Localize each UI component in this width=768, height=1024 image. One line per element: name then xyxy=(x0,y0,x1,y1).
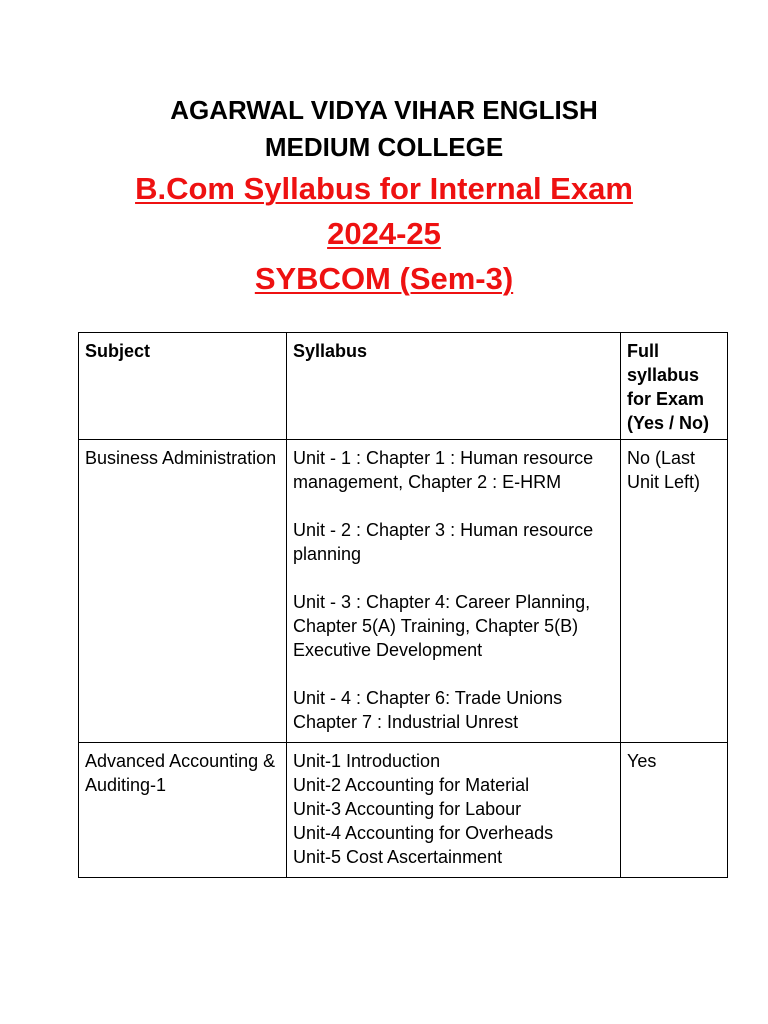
document-header xyxy=(0,92,768,301)
table-header-row xyxy=(79,333,728,440)
subject-cell: Business Administration xyxy=(79,440,287,743)
column-header-syllabus: Syllabus xyxy=(287,333,621,440)
syllabus-unit: Unit - 2 : Chapter 3 : Human resource planning xyxy=(293,520,594,564)
college-name-line-2: MEDIUM COLLEGE xyxy=(264,132,504,162)
full-syllabus-cell: No (Last Unit Left) xyxy=(621,440,728,743)
syllabus-unit: Unit-1 Introduction xyxy=(293,751,441,771)
column-header-full-syllabus: Full syllabus for Exam (Yes / No) xyxy=(621,333,728,440)
syllabus-table xyxy=(78,332,728,878)
syllabus-cell xyxy=(287,743,621,878)
class-semester: SYBCOM (Sem-3) xyxy=(254,261,514,296)
column-header-subject: Subject xyxy=(79,333,287,440)
subject-cell: Advanced Accounting & Auditing-1 xyxy=(79,743,287,878)
syllabus-cell xyxy=(287,440,621,743)
syllabus-unit: Unit-5 Cost Ascertainment xyxy=(293,847,503,867)
college-name-line-1: AGARWAL VIDYA VIHAR ENGLISH xyxy=(170,95,598,125)
academic-year: 2024-25 xyxy=(327,216,441,251)
syllabus-unit: Unit-4 Accounting for Overheads xyxy=(293,823,554,843)
syllabus-unit: Unit-2 Accounting for Material xyxy=(293,775,530,795)
syllabus-unit: Unit - 4 : Chapter 6: Trade Unions Chapter 7 : Industrial Unrest xyxy=(293,688,563,732)
syllabus-unit: Unit - 1 : Chapter 1 : Human resource management, Chapter 2 : E-HRM xyxy=(293,448,594,492)
syllabus-unit: Unit - 3 : Chapter 4: Career Planning, Chapter 5(A) Training, Chapter 5(B) Executive Development xyxy=(293,592,591,660)
syllabus-title: B.Com Syllabus for Internal Exam xyxy=(135,171,633,206)
syllabus-unit: Unit-3 Accounting for Labour xyxy=(293,799,522,819)
table-row xyxy=(79,743,728,878)
full-syllabus-cell: Yes xyxy=(621,743,728,878)
table-row xyxy=(79,440,728,743)
